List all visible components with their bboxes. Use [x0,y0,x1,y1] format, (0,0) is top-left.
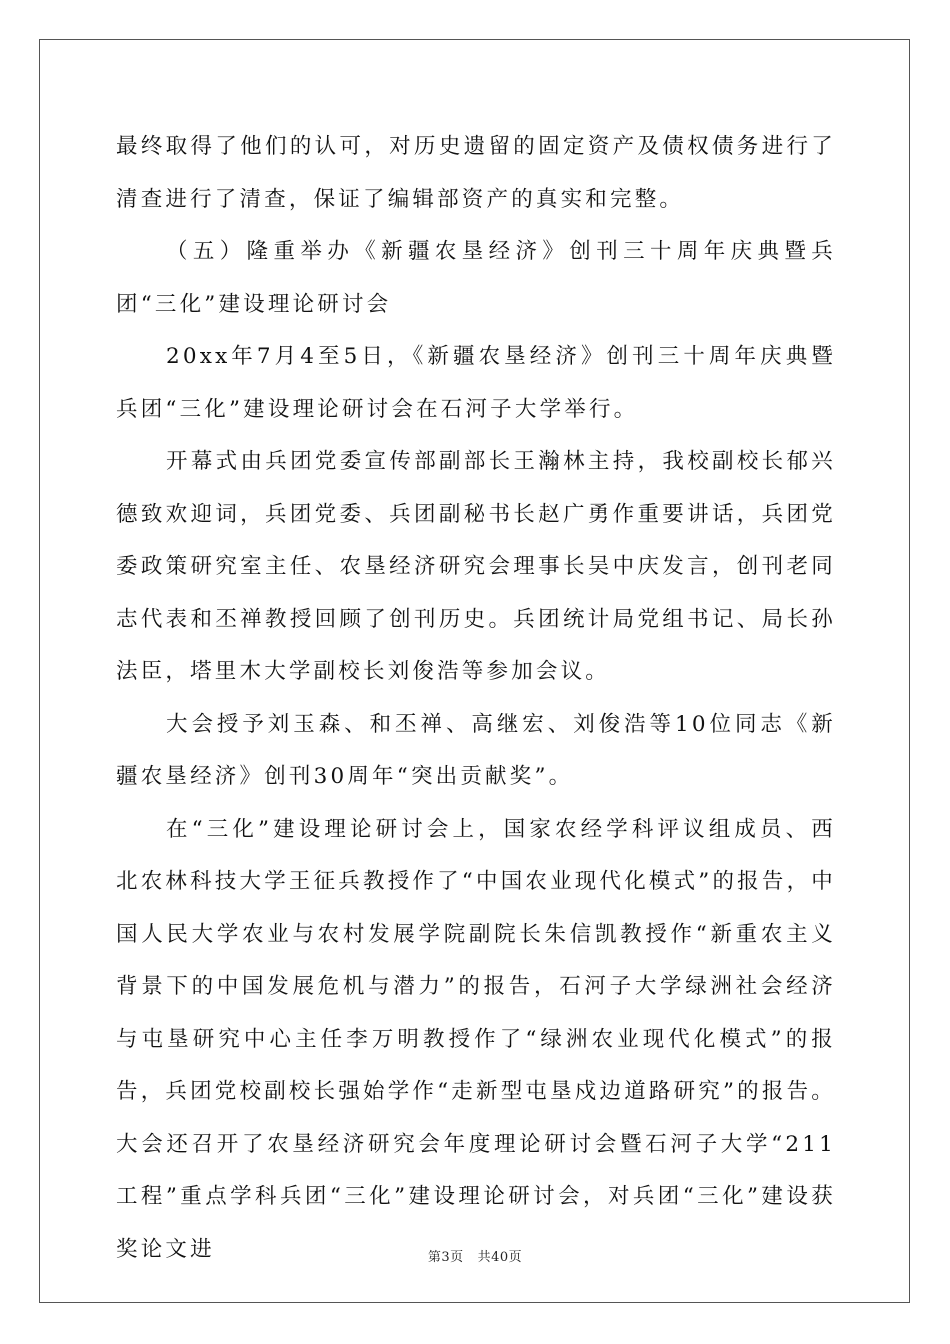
paragraph-4: 开幕式由兵团党委宣传部副部长王瀚林主持，我校副校长郁兴德致欢迎词，兵团党委、兵团副秘书长赵广勇作重要讲话，兵团党委政策研究室主任、农垦经济研究会理事长吴中庆发言，创刊老同志代表和丕禅教授回顾了创刊历史。兵团统计局党组书记、局长孙法臣，塔里木大学副校长刘俊浩等参加会议。 [116,449,836,684]
paragraph-5: 大会授予刘玉森、和丕禅、高继宏、刘俊浩等10位同志《新疆农垦经济》创刊30周年“突出贡献奖”。 [116,711,836,789]
paragraph-3: 20xx年7月4至5日，《新疆农垦经济》创刊三十周年庆典暨兵团“三化”建设理论研讨会在石河子大学举行。 [116,344,836,422]
paragraph-6: 在“三化”建设理论研讨会上，国家农经学科评议组成员、西北农林科技大学王征兵教授作了“中国农业现代化模式”的报告，中国人民大学农业与农村发展学院副院长朱信凯教授作“新重农主义背景下的中国发展危机与潜力”的报告，石河子大学绿洲社会经济与屯垦研究中心主任李万明教授作了“绿洲农业现代化模式”的报告，兵团党校副校长强始学作“走新型屯垦戍边道路研究”的报告。大会还召开了农垦经济研究会年度理论研讨会暨石河子大学“211工程”重点学科兵团“三化”建设理论研讨会，对兵团“三化”建设获奖论文进 [116,816,836,1262]
page-footer [0,1246,950,1265]
document-body [116,121,836,1276]
paragraph-1: 最终取得了他们的认可，对历史遗留的固定资产及债权债务进行了清查进行了清查，保证了编辑部资产的真实和完整。 [116,134,836,212]
paragraph-2: （五）隆重举办《新疆农垦经济》创刊三十周年庆典暨兵团“三化”建设理论研讨会 [116,239,836,317]
page-number-current: 第3页 [427,1250,464,1265]
page-number-total: 共40页 [477,1250,523,1265]
